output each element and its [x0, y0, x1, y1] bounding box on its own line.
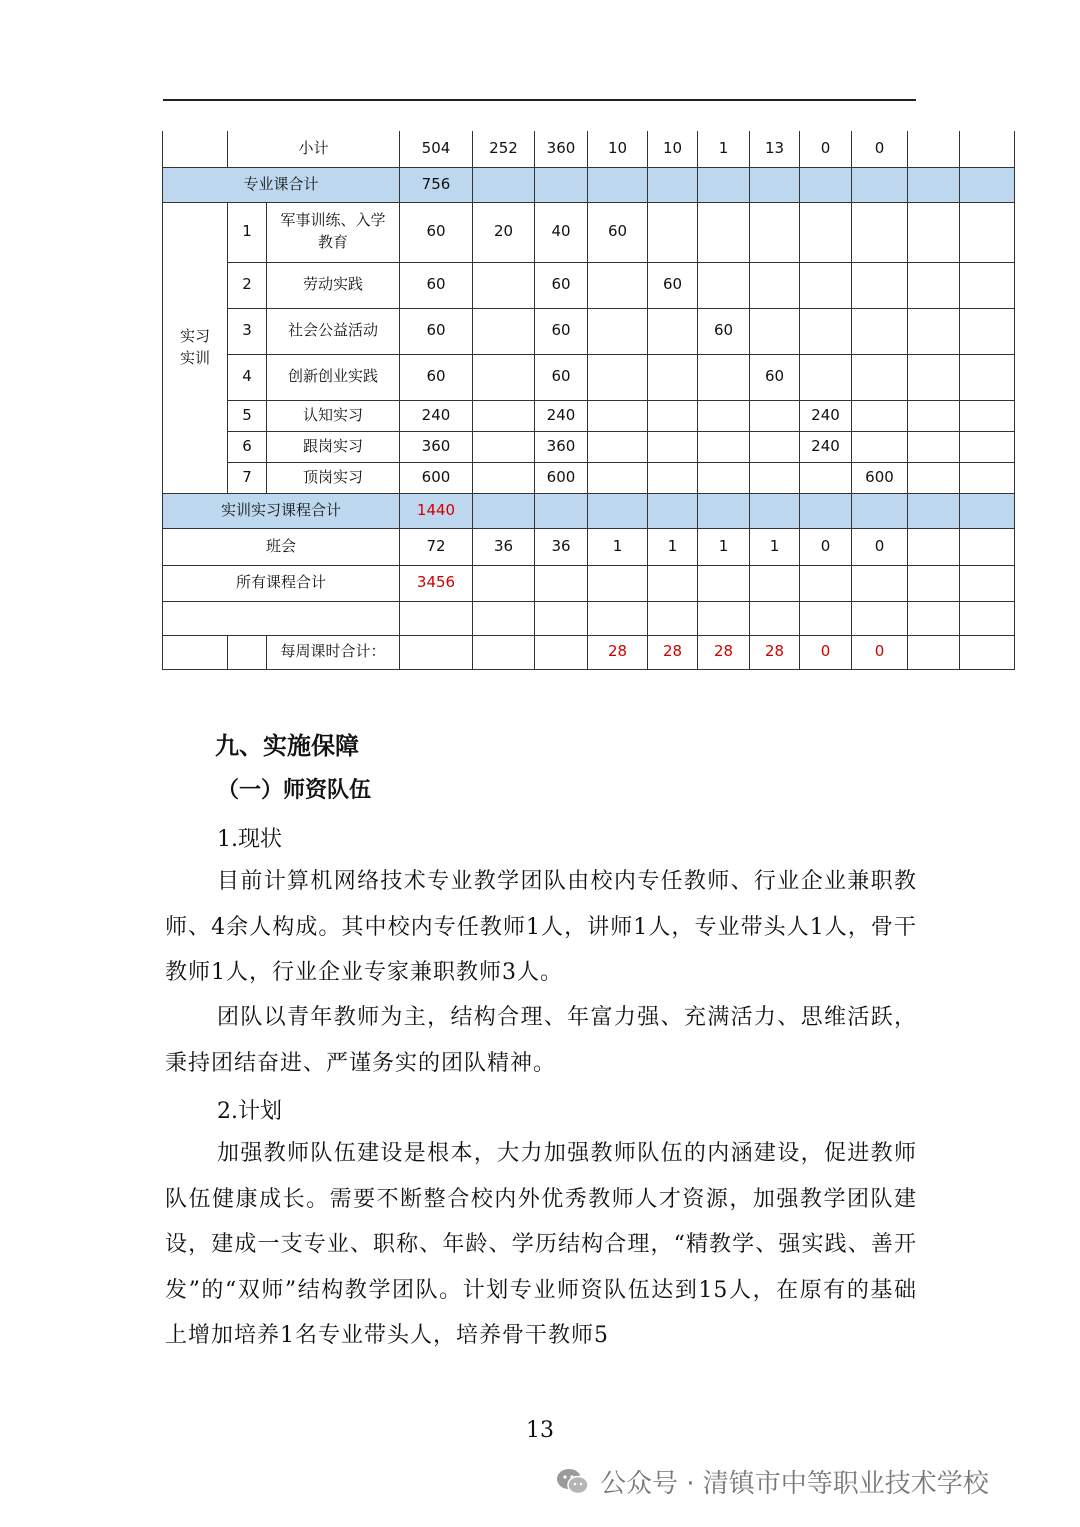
table-cell — [698, 262, 750, 308]
row-label: 实训实习课程合计 — [163, 493, 400, 528]
table-cell: 1 — [588, 528, 648, 565]
table-cell — [588, 354, 648, 400]
row-label: 班会 — [163, 528, 400, 565]
table-cell — [800, 601, 852, 635]
table-row — [163, 635, 1015, 669]
table-cell: 36 — [473, 528, 535, 565]
table-cell: 1 — [698, 528, 750, 565]
table-cell — [960, 202, 1015, 262]
table-cell — [648, 354, 698, 400]
table-cell — [852, 431, 908, 462]
table-cell — [750, 565, 800, 601]
table-row — [163, 400, 1015, 431]
table-cell: 60 — [535, 308, 588, 354]
table-cell — [800, 493, 852, 528]
table-cell: 240 — [535, 400, 588, 431]
section-heading: 九、实施保障 — [215, 732, 359, 760]
table-cell: 60 — [400, 202, 473, 262]
table-row — [163, 493, 1015, 528]
table-cell: 0 — [852, 528, 908, 565]
table-cell — [908, 565, 960, 601]
table-cell — [473, 400, 535, 431]
table-cell — [535, 601, 588, 635]
table-cell: 60 — [698, 308, 750, 354]
course-name: 军事训练、入学 教育 — [267, 202, 400, 262]
table-cell — [750, 462, 800, 493]
table-cell — [648, 167, 698, 202]
table-cell — [750, 400, 800, 431]
table-cell: 0 — [800, 528, 852, 565]
table-cell — [400, 601, 473, 635]
table-cell: 240 — [800, 400, 852, 431]
table-cell — [800, 354, 852, 400]
table-cell — [588, 400, 648, 431]
table-cell: 60 — [400, 262, 473, 308]
table-cell — [908, 601, 960, 635]
table-cell — [750, 431, 800, 462]
table-cell — [535, 565, 588, 601]
table-cell — [908, 354, 960, 400]
table-cell — [698, 202, 750, 262]
table-cell — [960, 635, 1015, 669]
table-cell — [908, 131, 960, 167]
table-cell: 360 — [400, 431, 473, 462]
table-cell — [908, 262, 960, 308]
row-number: 7 — [228, 462, 267, 493]
section-subheading: （一）师资队伍 — [217, 778, 372, 803]
table-cell — [698, 431, 750, 462]
table-cell — [800, 167, 852, 202]
row-number: 3 — [228, 308, 267, 354]
table-cell — [648, 431, 698, 462]
table-cell: 600 — [852, 462, 908, 493]
table-cell — [648, 493, 698, 528]
table-cell — [473, 167, 535, 202]
table-cell — [698, 565, 750, 601]
table-cell — [960, 262, 1015, 308]
header-rule — [163, 99, 916, 101]
table-cell — [908, 528, 960, 565]
table-cell — [852, 262, 908, 308]
table-row — [163, 354, 1015, 400]
group-label: 实习 实训 — [163, 202, 228, 493]
row-label: 小计 — [228, 131, 400, 167]
table-cell — [473, 262, 535, 308]
table-cell — [960, 493, 1015, 528]
wechat-icon — [556, 1467, 590, 1497]
table-cell — [960, 400, 1015, 431]
table-cell: 0 — [852, 635, 908, 669]
table-cell — [800, 262, 852, 308]
table-cell: 28 — [648, 635, 698, 669]
table-row — [163, 167, 1015, 202]
table-cell — [960, 601, 1015, 635]
table-cell — [750, 601, 800, 635]
table-cell — [960, 131, 1015, 167]
table-cell: 1 — [750, 528, 800, 565]
table-cell: 10 — [648, 131, 698, 167]
page-number: 13 — [526, 1418, 554, 1443]
table-row — [163, 528, 1015, 565]
table-row — [163, 601, 1015, 635]
table-cell: 360 — [535, 431, 588, 462]
row-number: 1 — [228, 202, 267, 262]
curriculum-table — [162, 131, 1015, 670]
table-cell — [473, 565, 535, 601]
table-cell — [473, 308, 535, 354]
table-cell — [473, 635, 535, 669]
table-cell — [852, 493, 908, 528]
table-row — [163, 565, 1015, 601]
table-cell — [960, 167, 1015, 202]
table-cell — [588, 462, 648, 493]
table-cell — [400, 635, 473, 669]
table-cell — [698, 462, 750, 493]
table-cell — [698, 354, 750, 400]
table-cell — [648, 308, 698, 354]
table-cell — [588, 493, 648, 528]
table-cell — [588, 565, 648, 601]
table-cell: 20 — [473, 202, 535, 262]
table-cell: 28 — [698, 635, 750, 669]
table-cell — [852, 202, 908, 262]
row-label: 专业课合计 — [163, 167, 400, 202]
table-cell: 60 — [400, 354, 473, 400]
table-cell — [648, 565, 698, 601]
table-cell — [648, 400, 698, 431]
table-cell — [852, 601, 908, 635]
table-cell — [750, 493, 800, 528]
table-cell — [750, 262, 800, 308]
table-cell: 60 — [648, 262, 698, 308]
table-cell — [648, 601, 698, 635]
table-row — [163, 202, 1015, 262]
table-cell — [163, 131, 228, 167]
table-cell — [852, 167, 908, 202]
table-cell — [750, 202, 800, 262]
table-cell — [750, 308, 800, 354]
row-label: 所有课程合计 — [163, 565, 400, 601]
table-cell: 72 — [400, 528, 473, 565]
table-cell: 0 — [800, 635, 852, 669]
table-cell — [908, 462, 960, 493]
table-cell — [588, 431, 648, 462]
table-cell — [908, 167, 960, 202]
table-cell — [473, 493, 535, 528]
total-value: 3456 — [400, 565, 473, 601]
table-cell — [960, 565, 1015, 601]
table-cell: 60 — [750, 354, 800, 400]
table-cell — [535, 167, 588, 202]
table-cell: 240 — [800, 431, 852, 462]
table-cell: 1 — [698, 131, 750, 167]
table-cell: 600 — [400, 462, 473, 493]
table-cell — [800, 462, 852, 493]
total-value: 756 — [400, 167, 473, 202]
table-cell — [588, 167, 648, 202]
table-cell — [960, 528, 1015, 565]
table-cell — [908, 493, 960, 528]
item1-title: 1.现状 — [217, 827, 282, 852]
table-cell — [473, 431, 535, 462]
table-cell: 1 — [648, 528, 698, 565]
table-cell — [750, 167, 800, 202]
table-cell — [163, 635, 228, 669]
table-cell: 28 — [750, 635, 800, 669]
table-cell — [908, 400, 960, 431]
table-cell — [960, 308, 1015, 354]
table-cell — [908, 202, 960, 262]
table-cell: 0 — [852, 131, 908, 167]
row-number: 2 — [228, 262, 267, 308]
table-cell: 60 — [400, 308, 473, 354]
table-row — [163, 262, 1015, 308]
table-row — [163, 431, 1015, 462]
table-cell: 504 — [400, 131, 473, 167]
item1-paragraph-2: 团队以青年教师为主，结构合理、年富力强、充满活力、思维活跃，秉持团结奋进、严谨务实的团队精神。 — [165, 1005, 917, 1076]
course-name: 创新创业实践 — [267, 354, 400, 400]
table-cell — [473, 601, 535, 635]
table-cell: 360 — [535, 131, 588, 167]
table-cell — [852, 400, 908, 431]
table-cell: 36 — [535, 528, 588, 565]
table-cell — [163, 601, 400, 635]
item2-title: 2.计划 — [217, 1099, 282, 1124]
table-cell — [852, 354, 908, 400]
table-cell — [908, 431, 960, 462]
table-cell — [535, 635, 588, 669]
table-cell: 240 — [400, 400, 473, 431]
table-cell — [698, 167, 750, 202]
table-cell — [852, 565, 908, 601]
table-cell — [800, 308, 852, 354]
table-cell: 13 — [750, 131, 800, 167]
course-name: 顶岗实习 — [267, 462, 400, 493]
total-value: 1440 — [400, 493, 473, 528]
course-name: 跟岗实习 — [267, 431, 400, 462]
table-cell — [588, 308, 648, 354]
table-cell — [473, 462, 535, 493]
table-cell — [228, 635, 267, 669]
table-cell — [473, 354, 535, 400]
table-cell — [698, 493, 750, 528]
table-cell — [588, 262, 648, 308]
table-cell — [960, 431, 1015, 462]
table-cell — [800, 565, 852, 601]
table-cell — [698, 601, 750, 635]
watermark-text: 公众号 · 清镇市中等职业技术学校 — [600, 1469, 989, 1499]
table-cell — [960, 354, 1015, 400]
table-cell — [698, 400, 750, 431]
table-row — [163, 462, 1015, 493]
table-cell: 40 — [535, 202, 588, 262]
table-cell — [852, 308, 908, 354]
table-cell — [908, 308, 960, 354]
table-cell — [648, 202, 698, 262]
table-cell: 28 — [588, 635, 648, 669]
watermark — [556, 1463, 989, 1500]
row-number: 4 — [228, 354, 267, 400]
course-name: 社会公益活动 — [267, 308, 400, 354]
item2-paragraph: 加强教师队伍建设是根本，大力加强教师队伍的内涵建设，促进教师队伍健康成长。需要不断整合校内外优秀教师人才资源，加强教学团队建设，建成一支专业、职称、年龄、学历结构合理，“精教学、强实践、善开发”的“双师”结构教学团队。计划专业师资队伍达到15人，在原有的基础上增加培养1名专业带头人，培养骨干教师5 — [165, 1141, 917, 1348]
table-cell — [648, 462, 698, 493]
row-number: 6 — [228, 431, 267, 462]
row-number: 5 — [228, 400, 267, 431]
table-cell: 60 — [588, 202, 648, 262]
table-cell — [960, 462, 1015, 493]
course-name: 认知实习 — [267, 400, 400, 431]
table-cell: 252 — [473, 131, 535, 167]
table-row — [163, 308, 1015, 354]
table-row — [163, 131, 1015, 167]
table-cell: 0 — [800, 131, 852, 167]
table-cell: 60 — [535, 354, 588, 400]
table-cell: 600 — [535, 462, 588, 493]
item1-paragraph-1: 目前计算机网络技术专业教学团队由校内专任教师、行业企业兼职教师、4余人构成。其中校内专任教师1人，讲师1人，专业带头人1人，骨干教师1人，行业企业专家兼职教师3人。 — [165, 869, 917, 985]
course-name: 劳动实践 — [267, 262, 400, 308]
table-cell — [535, 493, 588, 528]
table-cell: 10 — [588, 131, 648, 167]
row-label: 每周课时合计： — [267, 635, 400, 669]
table-cell: 60 — [535, 262, 588, 308]
table-cell — [588, 601, 648, 635]
table-cell — [800, 202, 852, 262]
table-cell — [908, 635, 960, 669]
